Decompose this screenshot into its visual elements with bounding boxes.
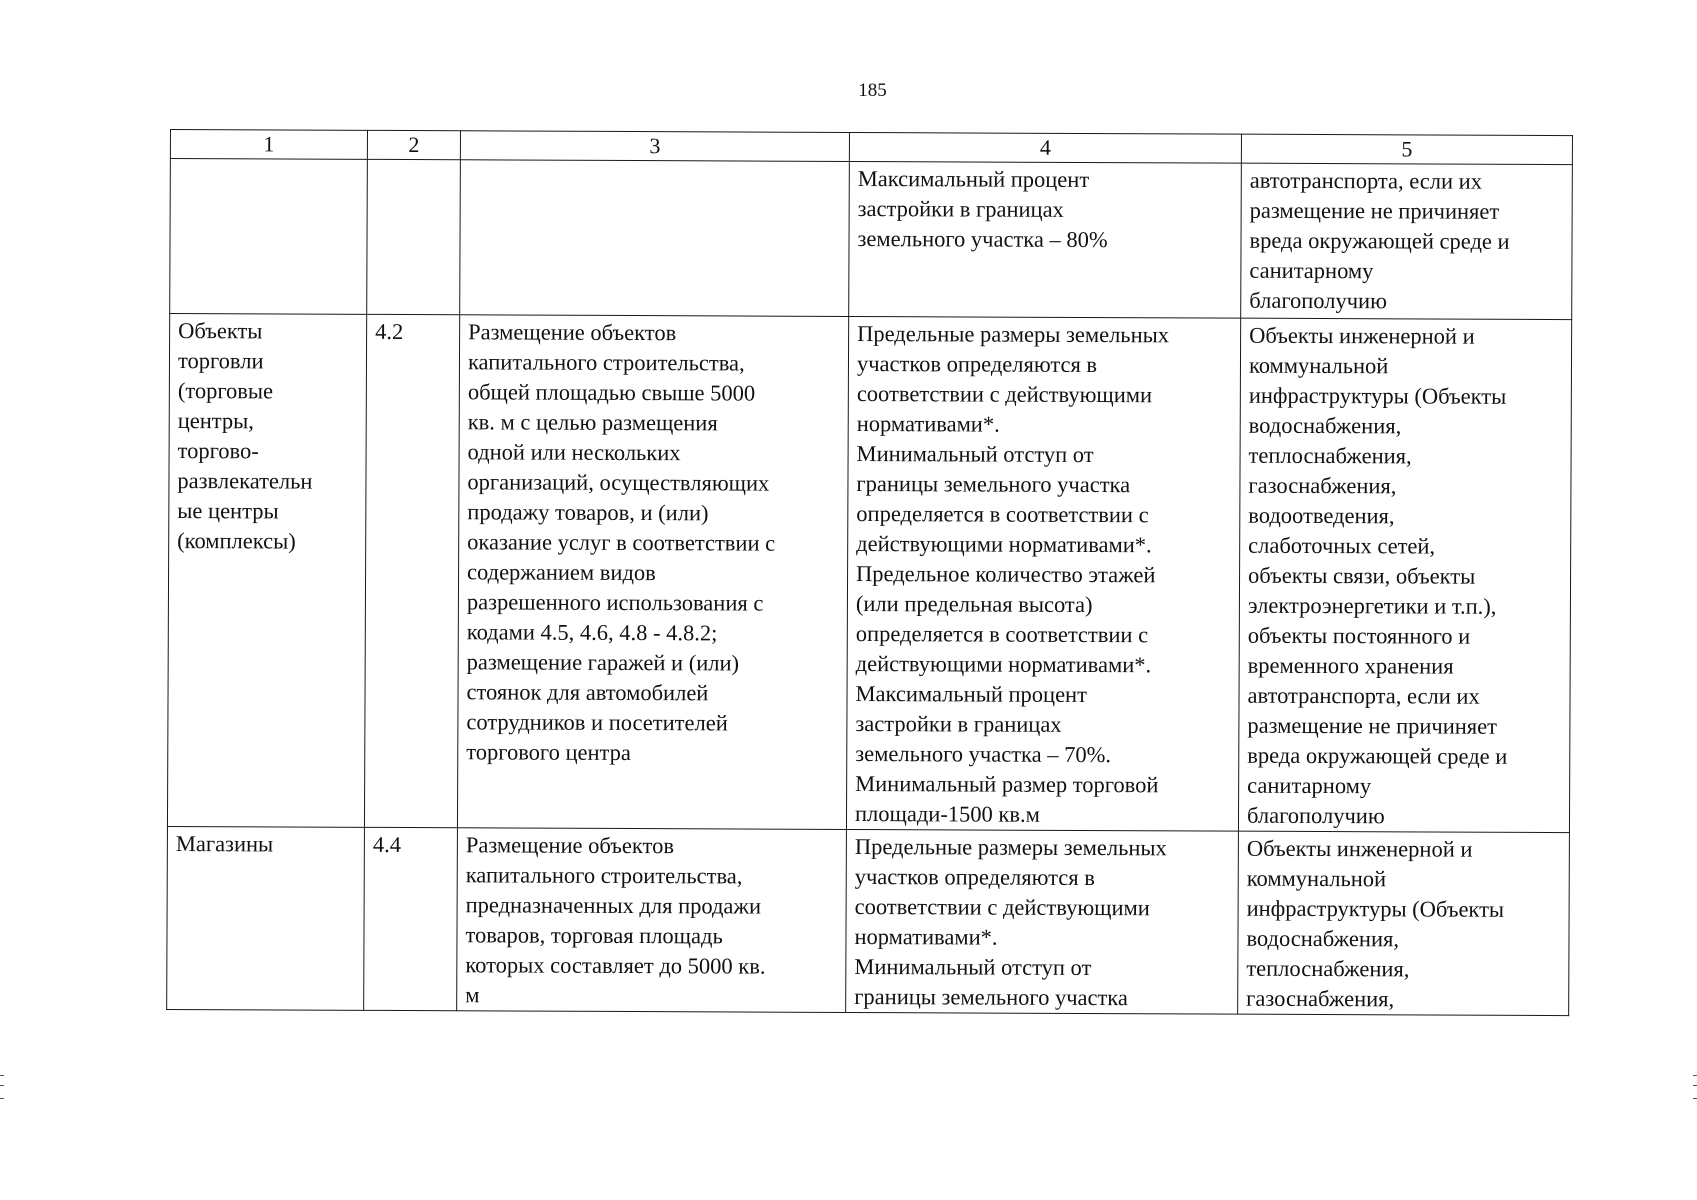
column-header-3: 3 — [460, 131, 849, 162]
cell-parameters — [849, 161, 1242, 318]
cell-auxiliary-uses — [1238, 831, 1570, 1015]
cell-use-type — [167, 826, 365, 1010]
page-number: 185 — [858, 80, 887, 101]
cell-description — [460, 160, 850, 317]
cell-text: Предельные размеры земельных участков определяются в соответствии с действующими нормативами*. Минимальный отступ от границы земельного участка определяется в соответствии с действующими нормативами*. Предельное количество этажей (или предельная высота) определяется в соответствии с действующими нормативами*. Максимальный процент застройки в границах земельного участка – 70%. Минимальный размер торговой площади-1500 кв.м — [854, 321, 1170, 827]
cell-text — [469, 162, 841, 164]
table-row-shops — [167, 826, 1570, 1015]
scan-edge-mark-right — [1693, 1075, 1697, 1099]
scan-edge-mark-left — [0, 1075, 4, 1099]
cell-code — [367, 159, 461, 314]
cell-parameters — [846, 316, 1240, 831]
column-header-5: 5 — [1241, 134, 1572, 164]
cell-description — [457, 315, 848, 830]
cell-auxiliary-uses — [1238, 318, 1571, 832]
cell-text: Размещение объектов капитального строительства, общей площадью свыше 5000 кв. м с целью размещения одной или нескольких организаций, осуществляющих продажу товаров, и (или) оказание услуг в соответствии с содержанием видов разрешенного использования с кодами 4.5, 4.6, 4.8 - 4.8.2; размещение гаражей и (или) стоянок для автомобилей сотрудников и посетителей торгового центра — [466, 319, 776, 766]
cell-text: автотранспорта, если их размещение не причиняет вреда окружающей среде и санитарному благополучию — [1249, 167, 1510, 314]
cell-parameters — [846, 829, 1239, 1014]
column-header-2: 2 — [367, 130, 460, 159]
cell-text: Магазины — [175, 831, 274, 857]
cell-text: Объекты инженерной и коммунальной инфраструктуры (Объекты водоснабжения, теплоснабжения, газоснабжения, — [1246, 835, 1505, 1012]
cell-text — [179, 161, 359, 162]
regulations-table — [166, 129, 1573, 1016]
column-header-1: 1 — [170, 130, 367, 160]
cell-auxiliary-uses — [1241, 163, 1573, 319]
cell-code — [364, 314, 459, 827]
cell-text: Объекты инженерной и коммунальной инфраструктуры (Объекты водоснабжения, теплоснабжения, газоснабжения, водоотведения, слаботочных сетей, объекты связи, объекты электроэнергетики и т.п.), объекты постоянного и временного хранения автотранспорта, если их размещение не причиняет вреда окружающей среде и санитарному благополучию — [1246, 322, 1508, 829]
cell-description — [457, 828, 847, 1013]
cell-text: Размещение объектов капитального строительства, предназначенных для продажи товаров, торговая площадь которых составляет до 5000 кв. м — [465, 832, 766, 1008]
cell-text: Предельные размеры земельных участков определяются в соответствии с действующими нормативами*. Минимальный отступ от границы земельного участка — [854, 833, 1167, 1011]
table-row-continuation — [170, 159, 1573, 320]
table-row-trade-objects — [167, 314, 1571, 833]
cell-text: Максимальный процент застройки в границах земельного участка – 80% — [857, 166, 1108, 253]
cell-use-type — [170, 159, 368, 315]
cell-text: 4.4 — [372, 831, 402, 858]
column-header-4: 4 — [849, 132, 1241, 163]
cell-text: Объекты торговли (торговые центры, торгово- развлекательн ые центры (комплексы) — [177, 318, 313, 554]
cell-use-type — [167, 314, 366, 828]
cell-code — [364, 827, 458, 1010]
cell-text: 4.2 — [375, 318, 404, 345]
